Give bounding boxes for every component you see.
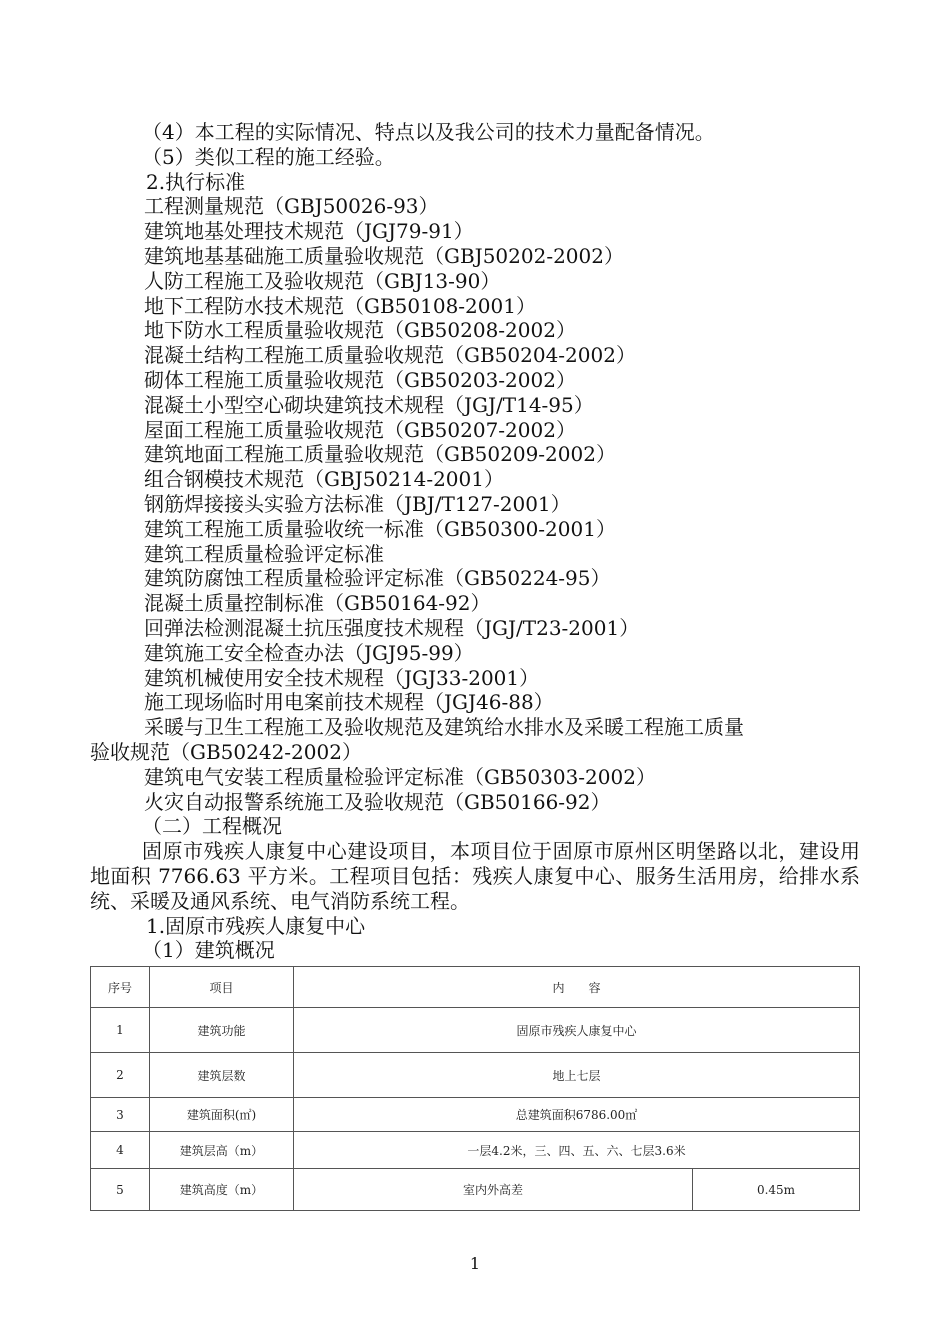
- standard-item: 建筑工程质量检验评定标准: [144, 541, 384, 566]
- cell-item: 建筑层数: [150, 1053, 294, 1098]
- standard-item: 混凝土结构工程施工质量验收规范（GB50204-2002）: [144, 343, 636, 368]
- table-row: [91, 1169, 860, 1211]
- standard-item: 砌体工程施工质量验收规范（GB50203-2002）: [144, 367, 576, 392]
- standard-item: 地下防水工程质量验收规范（GB50208-2002）: [144, 318, 576, 343]
- cell-item: 建筑高度（m）: [150, 1169, 294, 1211]
- cell-content: 地上七层: [294, 1053, 860, 1098]
- overview-paragraph: 固原市残疾人康复中心建设项目，本项目位于固原市原州区明堡路以北，建设用地面积 7766.63 平方米。工程项目包括：残疾人康复中心、服务生活用房，给排水系统、采暖及通风系统、电气消防系统工程。: [90, 839, 860, 913]
- cell-content: 固原市残疾人康复中心: [294, 1008, 860, 1053]
- basis-item-5: （5）类似工程的施工经验。: [142, 144, 395, 169]
- table-row: [91, 1098, 860, 1132]
- standard-item: 混凝土小型空心砌块建筑技术规程（JGJ/T14-95）: [144, 392, 594, 417]
- header-item: 项目: [150, 967, 294, 1008]
- cell-item: 建筑面积(㎡): [150, 1098, 294, 1132]
- subsection-heading: 1.固原市残疾人康复中心: [146, 913, 366, 938]
- section-heading-overview: （二）工程概况: [142, 814, 282, 839]
- standard-item: 人防工程施工及验收规范（GBJ13-90）: [144, 268, 501, 293]
- table-row: [91, 1132, 860, 1169]
- cell-no: 1: [91, 1008, 150, 1053]
- standard-item: 组合钢模技术规范（GBJ50214-2001）: [144, 467, 504, 492]
- standard-item-wrapped-line1: 采暖与卫生工程施工及验收规范及建筑给水排水及采暖工程施工质量: [144, 715, 744, 740]
- table-row: [91, 1008, 860, 1053]
- cell-extra: 0.45m: [693, 1169, 860, 1211]
- standard-item: 建筑防腐蚀工程质量检验评定标准（GB50224-95）: [144, 566, 611, 591]
- cell-item: 建筑功能: [150, 1008, 294, 1053]
- page-number: 1: [469, 1254, 481, 1273]
- standard-item: 地下工程防水技术规范（GB50108-2001）: [144, 293, 536, 318]
- cell-content: 一层4.2米，三、四、五、六、七层3.6米: [294, 1132, 860, 1169]
- header-content: 内 容: [294, 967, 860, 1008]
- standard-item: 建筑地面工程施工质量验收规范（GB50209-2002）: [144, 442, 616, 467]
- cell-no: 3: [91, 1098, 150, 1132]
- building-overview-table: [90, 966, 860, 1211]
- cell-no: 5: [91, 1169, 150, 1211]
- standard-item: 钢筋焊接接头实验方法标准（JBJ/T127-2001）: [144, 491, 571, 516]
- standard-item: 建筑工程施工质量验收统一标准（GB50300-2001）: [144, 516, 616, 541]
- standard-item-wrapped-line2: 验收规范（GB50242-2002）: [90, 739, 362, 764]
- subsection-heading-building: （1）建筑概况: [142, 938, 275, 963]
- table-header-row: [91, 967, 860, 1008]
- standard-item: 回弹法检测混凝土抗压强度技术规程（JGJ/T23-2001）: [144, 615, 640, 640]
- cell-no: 2: [91, 1053, 150, 1098]
- standard-item: 火灾自动报警系统施工及验收规范（GB50166-92）: [144, 789, 611, 814]
- cell-content: 总建筑面积6786.00㎡: [294, 1098, 860, 1132]
- body-text: [90, 120, 860, 963]
- standard-item: 建筑地基基础施工质量验收规范（GBJ50202-2002）: [144, 243, 624, 268]
- table-row: [91, 1053, 860, 1098]
- basis-item-4: （4）本工程的实际情况、特点以及我公司的技术力量配备情况。: [142, 120, 715, 144]
- standard-item: 建筑地基处理技术规范（JGJ79-91）: [144, 219, 474, 244]
- cell-item: 建筑层高（m）: [150, 1132, 294, 1169]
- standard-item: 建筑施工安全检查办法（JGJ95-99）: [144, 640, 474, 665]
- standard-item: 工程测量规范（GBJ50026-93）: [144, 194, 439, 219]
- standard-item: 混凝土质量控制标准（GB50164-92）: [144, 591, 491, 616]
- standard-item: 施工现场临时用电案前技术规程（JGJ46-88）: [144, 690, 554, 715]
- cell-content: 室内外高差: [294, 1169, 693, 1211]
- header-no: 序号: [91, 967, 150, 1008]
- section-heading-standards: 2.执行标准: [146, 169, 246, 194]
- cell-no: 4: [91, 1132, 150, 1169]
- standard-item: 建筑电气安装工程质量检验评定标准（GB50303-2002）: [144, 764, 656, 789]
- standard-item: 建筑机械使用安全技术规程（JGJ33-2001）: [144, 665, 540, 690]
- standard-item: 屋面工程施工质量验收规范（GB50207-2002）: [144, 417, 576, 442]
